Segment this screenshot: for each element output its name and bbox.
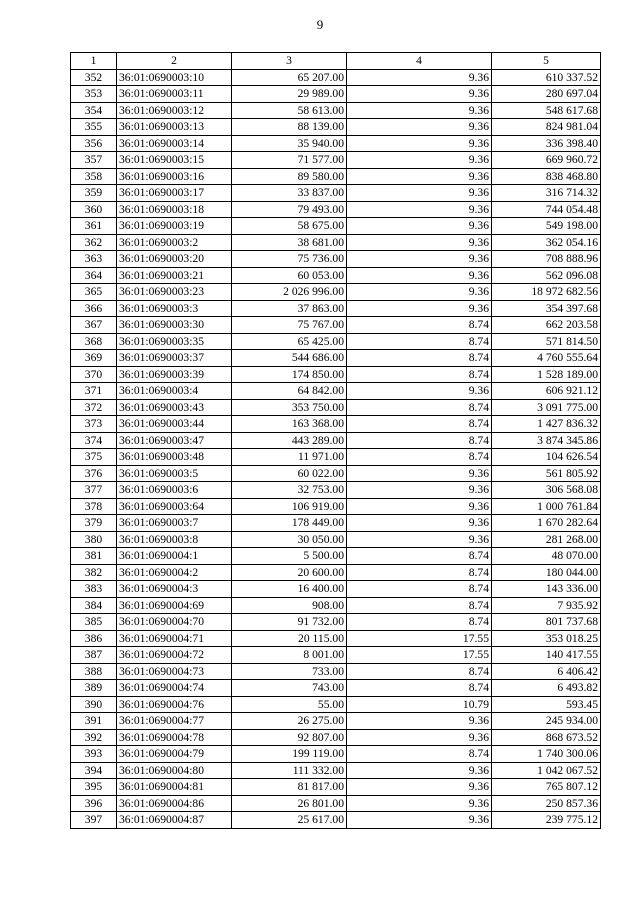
row-number-cell: 369	[71, 350, 117, 367]
area-cell: 733.00	[232, 663, 347, 680]
cadastral-number-cell: 36:01:0690003:20	[117, 251, 232, 268]
row-number-cell: 396	[71, 795, 117, 812]
cadastral-number-cell: 36:01:0690003:15	[117, 152, 232, 169]
table-row	[71, 482, 601, 499]
rate-cell: 9.36	[347, 284, 492, 301]
table-row	[71, 350, 601, 367]
area-cell: 106 919.00	[232, 498, 347, 515]
total-cell: 245 934.00	[492, 713, 601, 730]
cadastral-number-cell: 36:01:0690004:80	[117, 762, 232, 779]
cadastral-number-cell: 36:01:0690003:2	[117, 234, 232, 251]
cadastral-number-cell: 36:01:0690003:5	[117, 465, 232, 482]
area-cell: 20 600.00	[232, 564, 347, 581]
cadastral-number-cell: 36:01:0690003:4	[117, 383, 232, 400]
total-cell: 280 697.04	[492, 86, 601, 103]
area-cell: 163 368.00	[232, 416, 347, 433]
area-cell: 33 837.00	[232, 185, 347, 202]
rate-cell: 8.74	[347, 350, 492, 367]
row-number-cell: 357	[71, 152, 117, 169]
total-cell: 1 427 836.32	[492, 416, 601, 433]
rate-cell: 8.74	[347, 663, 492, 680]
rate-cell: 8.74	[347, 416, 492, 433]
rate-cell: 17.55	[347, 647, 492, 664]
area-cell: 174 850.00	[232, 366, 347, 383]
table-row	[71, 531, 601, 548]
total-cell: 765 807.12	[492, 779, 601, 796]
table-row	[71, 300, 601, 317]
table-row	[71, 647, 601, 664]
rate-cell: 8.74	[347, 548, 492, 565]
table-row	[71, 812, 601, 829]
rate-cell: 9.36	[347, 498, 492, 515]
cadastral-number-cell: 36:01:0690004:74	[117, 680, 232, 697]
area-cell: 91 732.00	[232, 614, 347, 631]
table-row	[71, 713, 601, 730]
table-row	[71, 696, 601, 713]
total-cell: 354 397.68	[492, 300, 601, 317]
table-row	[71, 119, 601, 136]
row-number-cell: 374	[71, 432, 117, 449]
row-number-cell: 362	[71, 234, 117, 251]
area-cell: 75 736.00	[232, 251, 347, 268]
column-header-4: 4	[347, 53, 492, 70]
area-cell: 544 686.00	[232, 350, 347, 367]
area-cell: 5 500.00	[232, 548, 347, 565]
area-cell: 11 971.00	[232, 449, 347, 466]
area-cell: 75 767.00	[232, 317, 347, 334]
total-cell: 48 070.00	[492, 548, 601, 565]
row-number-cell: 375	[71, 449, 117, 466]
column-header-5: 5	[492, 53, 601, 70]
area-cell: 65 207.00	[232, 69, 347, 86]
cadastral-number-cell: 36:01:0690004:2	[117, 564, 232, 581]
cadastral-number-cell: 36:01:0690004:71	[117, 630, 232, 647]
cadastral-number-cell: 36:01:0690003:30	[117, 317, 232, 334]
total-cell: 306 568.08	[492, 482, 601, 499]
row-number-cell: 366	[71, 300, 117, 317]
table-row	[71, 630, 601, 647]
table-row	[71, 779, 601, 796]
cadastral-number-cell: 36:01:0690003:35	[117, 333, 232, 350]
row-number-cell: 352	[71, 69, 117, 86]
row-number-cell: 364	[71, 267, 117, 284]
row-number-cell: 367	[71, 317, 117, 334]
area-cell: 178 449.00	[232, 515, 347, 532]
rate-cell: 9.36	[347, 779, 492, 796]
rate-cell: 8.74	[347, 746, 492, 763]
row-number-cell: 370	[71, 366, 117, 383]
total-cell: 6 406.42	[492, 663, 601, 680]
total-cell: 1 670 282.64	[492, 515, 601, 532]
cadastral-number-cell: 36:01:0690004:69	[117, 597, 232, 614]
total-cell: 104 626.54	[492, 449, 601, 466]
cadastral-number-cell: 36:01:0690004:76	[117, 696, 232, 713]
total-cell: 1 000 761.84	[492, 498, 601, 515]
rate-cell: 9.36	[347, 234, 492, 251]
area-cell: 25 617.00	[232, 812, 347, 829]
rate-cell: 9.36	[347, 812, 492, 829]
table-row	[71, 432, 601, 449]
row-number-cell: 379	[71, 515, 117, 532]
cadastral-number-cell: 36:01:0690003:17	[117, 185, 232, 202]
total-cell: 868 673.52	[492, 729, 601, 746]
table-row	[71, 201, 601, 218]
area-cell: 92 807.00	[232, 729, 347, 746]
row-number-cell: 373	[71, 416, 117, 433]
rate-cell: 9.36	[347, 201, 492, 218]
row-number-cell: 384	[71, 597, 117, 614]
area-cell: 81 817.00	[232, 779, 347, 796]
row-number-cell: 356	[71, 135, 117, 152]
cadastral-number-cell: 36:01:0690003:12	[117, 102, 232, 119]
row-number-cell: 353	[71, 86, 117, 103]
area-cell: 88 139.00	[232, 119, 347, 136]
cadastral-number-cell: 36:01:0690003:37	[117, 350, 232, 367]
total-cell: 824 981.04	[492, 119, 601, 136]
column-header-1: 1	[71, 53, 117, 70]
total-cell: 549 198.00	[492, 218, 601, 235]
table-row	[71, 680, 601, 697]
total-cell: 140 417.55	[492, 647, 601, 664]
row-number-cell: 359	[71, 185, 117, 202]
total-cell: 353 018.25	[492, 630, 601, 647]
rate-cell: 9.36	[347, 218, 492, 235]
total-cell: 3 091 775.00	[492, 399, 601, 416]
cadastral-number-cell: 36:01:0690003:18	[117, 201, 232, 218]
rate-cell: 9.36	[347, 531, 492, 548]
total-cell: 4 760 555.64	[492, 350, 601, 367]
row-number-cell: 395	[71, 779, 117, 796]
cadastral-number-cell: 36:01:0690004:86	[117, 795, 232, 812]
cadastral-number-cell: 36:01:0690003:48	[117, 449, 232, 466]
total-cell: 281 268.00	[492, 531, 601, 548]
cadastral-number-cell: 36:01:0690003:8	[117, 531, 232, 548]
table-row	[71, 69, 601, 86]
total-cell: 838 468.80	[492, 168, 601, 185]
cadastral-number-cell: 36:01:0690003:43	[117, 399, 232, 416]
rate-cell: 9.36	[347, 69, 492, 86]
row-number-cell: 392	[71, 729, 117, 746]
rate-cell: 9.36	[347, 251, 492, 268]
table-row	[71, 366, 601, 383]
table-row	[71, 729, 601, 746]
table-row	[71, 102, 601, 119]
table-row	[71, 498, 601, 515]
total-cell: 708 888.96	[492, 251, 601, 268]
table-row	[71, 284, 601, 301]
row-number-cell: 363	[71, 251, 117, 268]
table-row	[71, 251, 601, 268]
area-cell: 89 580.00	[232, 168, 347, 185]
total-cell: 571 814.50	[492, 333, 601, 350]
total-cell: 606 921.12	[492, 383, 601, 400]
area-cell: 353 750.00	[232, 399, 347, 416]
row-number-cell: 388	[71, 663, 117, 680]
rate-cell: 9.36	[347, 267, 492, 284]
area-cell: 30 050.00	[232, 531, 347, 548]
cadastral-number-cell: 36:01:0690004:78	[117, 729, 232, 746]
total-cell: 3 874 345.86	[492, 432, 601, 449]
total-cell: 18 972 682.56	[492, 284, 601, 301]
row-number-cell: 389	[71, 680, 117, 697]
total-cell: 669 960.72	[492, 152, 601, 169]
area-cell: 26 801.00	[232, 795, 347, 812]
cadastral-number-cell: 36:01:0690004:81	[117, 779, 232, 796]
rate-cell: 8.74	[347, 333, 492, 350]
table-row	[71, 515, 601, 532]
column-header-3: 3	[232, 53, 347, 70]
area-cell: 20 115.00	[232, 630, 347, 647]
cadastral-number-cell: 36:01:0690004:72	[117, 647, 232, 664]
rate-cell: 8.74	[347, 597, 492, 614]
row-number-cell: 393	[71, 746, 117, 763]
cadastral-number-cell: 36:01:0690003:10	[117, 69, 232, 86]
cadastral-number-cell: 36:01:0690004:77	[117, 713, 232, 730]
row-number-cell: 377	[71, 482, 117, 499]
table-row	[71, 762, 601, 779]
area-cell: 35 940.00	[232, 135, 347, 152]
cadastral-number-cell: 36:01:0690003:44	[117, 416, 232, 433]
table-row	[71, 449, 601, 466]
area-cell: 58 675.00	[232, 218, 347, 235]
cadastral-number-cell: 36:01:0690003:21	[117, 267, 232, 284]
row-number-cell: 380	[71, 531, 117, 548]
table-row	[71, 416, 601, 433]
total-cell: 744 054.48	[492, 201, 601, 218]
area-cell: 32 753.00	[232, 482, 347, 499]
cadastral-number-cell: 36:01:0690004:1	[117, 548, 232, 565]
area-cell: 60 022.00	[232, 465, 347, 482]
row-number-cell: 382	[71, 564, 117, 581]
area-cell: 60 053.00	[232, 267, 347, 284]
cadastral-number-cell: 36:01:0690004:79	[117, 746, 232, 763]
rate-cell: 9.36	[347, 762, 492, 779]
cadastral-number-cell: 36:01:0690003:16	[117, 168, 232, 185]
row-number-cell: 378	[71, 498, 117, 515]
row-number-cell: 390	[71, 696, 117, 713]
total-cell: 7 935.92	[492, 597, 601, 614]
total-cell: 801 737.68	[492, 614, 601, 631]
table-row	[71, 234, 601, 251]
cadastral-number-cell: 36:01:0690003:7	[117, 515, 232, 532]
table-header	[71, 53, 601, 70]
table-row	[71, 267, 601, 284]
total-cell: 562 096.08	[492, 267, 601, 284]
area-cell: 26 275.00	[232, 713, 347, 730]
rate-cell: 9.36	[347, 383, 492, 400]
rate-cell: 8.74	[347, 366, 492, 383]
table-row	[71, 333, 601, 350]
table-row	[71, 185, 601, 202]
area-cell: 55.00	[232, 696, 347, 713]
area-cell: 743.00	[232, 680, 347, 697]
area-cell: 29 989.00	[232, 86, 347, 103]
table-row	[71, 168, 601, 185]
area-cell: 908.00	[232, 597, 347, 614]
cadastral-number-cell: 36:01:0690004:3	[117, 581, 232, 598]
cadastral-number-cell: 36:01:0690003:19	[117, 218, 232, 235]
total-cell: 1 740 300.06	[492, 746, 601, 763]
table-body	[71, 69, 601, 828]
area-cell: 2 026 996.00	[232, 284, 347, 301]
area-cell: 16 400.00	[232, 581, 347, 598]
rate-cell: 8.74	[347, 581, 492, 598]
table-row	[71, 614, 601, 631]
rate-cell: 9.36	[347, 168, 492, 185]
table-row	[71, 746, 601, 763]
total-cell: 548 617.68	[492, 102, 601, 119]
area-cell: 71 577.00	[232, 152, 347, 169]
rate-cell: 8.74	[347, 680, 492, 697]
cadastral-number-cell: 36:01:0690003:13	[117, 119, 232, 136]
rate-cell: 8.74	[347, 432, 492, 449]
area-cell: 64 842.00	[232, 383, 347, 400]
rate-cell: 9.36	[347, 86, 492, 103]
row-number-cell: 354	[71, 102, 117, 119]
row-number-cell: 365	[71, 284, 117, 301]
rate-cell: 9.36	[347, 713, 492, 730]
table-row	[71, 663, 601, 680]
rate-cell: 9.36	[347, 515, 492, 532]
cadastral-number-cell: 36:01:0690004:73	[117, 663, 232, 680]
total-cell: 6 493.82	[492, 680, 601, 697]
cadastral-number-cell: 36:01:0690003:11	[117, 86, 232, 103]
area-cell: 443 289.00	[232, 432, 347, 449]
rate-cell: 17.55	[347, 630, 492, 647]
rate-cell: 8.74	[347, 317, 492, 334]
total-cell: 143 336.00	[492, 581, 601, 598]
total-cell: 180 044.00	[492, 564, 601, 581]
rate-cell: 8.74	[347, 564, 492, 581]
area-cell: 38 681.00	[232, 234, 347, 251]
row-number-cell: 372	[71, 399, 117, 416]
rate-cell: 9.36	[347, 729, 492, 746]
row-number-cell: 381	[71, 548, 117, 565]
column-header-2: 2	[117, 53, 232, 70]
table-row	[71, 86, 601, 103]
rate-cell: 9.36	[347, 795, 492, 812]
total-cell: 250 857.36	[492, 795, 601, 812]
total-cell: 316 714.32	[492, 185, 601, 202]
table-row	[71, 795, 601, 812]
row-number-cell: 368	[71, 333, 117, 350]
total-cell: 561 805.92	[492, 465, 601, 482]
page-number: 9	[316, 17, 324, 32]
area-cell: 58 613.00	[232, 102, 347, 119]
row-number-cell: 355	[71, 119, 117, 136]
table-row	[71, 564, 601, 581]
row-number-cell: 385	[71, 614, 117, 631]
table-row	[71, 597, 601, 614]
rate-cell: 9.36	[347, 465, 492, 482]
cadastral-number-cell: 36:01:0690003:23	[117, 284, 232, 301]
table-row	[71, 581, 601, 598]
total-cell: 1 528 189.00	[492, 366, 601, 383]
row-number-cell: 386	[71, 630, 117, 647]
table-row	[71, 152, 601, 169]
cadastral-number-cell: 36:01:0690003:47	[117, 432, 232, 449]
total-cell: 1 042 067.52	[492, 762, 601, 779]
total-cell: 593.45	[492, 696, 601, 713]
area-cell: 79 493.00	[232, 201, 347, 218]
row-number-cell: 394	[71, 762, 117, 779]
total-cell: 662 203.58	[492, 317, 601, 334]
rate-cell: 8.74	[347, 614, 492, 631]
total-cell: 336 398.40	[492, 135, 601, 152]
rate-cell: 8.74	[347, 399, 492, 416]
table-row	[71, 135, 601, 152]
row-number-cell: 397	[71, 812, 117, 829]
table-row	[71, 399, 601, 416]
area-cell: 111 332.00	[232, 762, 347, 779]
area-cell: 37 863.00	[232, 300, 347, 317]
table-row	[71, 317, 601, 334]
table-row	[71, 548, 601, 565]
row-number-cell: 387	[71, 647, 117, 664]
row-number-cell: 358	[71, 168, 117, 185]
rate-cell: 8.74	[347, 449, 492, 466]
table-row	[71, 383, 601, 400]
cadastral-number-cell: 36:01:0690004:70	[117, 614, 232, 631]
row-number-cell: 360	[71, 201, 117, 218]
total-cell: 362 054.16	[492, 234, 601, 251]
area-cell: 65 425.00	[232, 333, 347, 350]
cadastral-number-cell: 36:01:0690003:3	[117, 300, 232, 317]
rate-cell: 9.36	[347, 185, 492, 202]
row-number-cell: 383	[71, 581, 117, 598]
area-cell: 8 001.00	[232, 647, 347, 664]
cadastral-number-cell: 36:01:0690004:87	[117, 812, 232, 829]
rate-cell: 9.36	[347, 300, 492, 317]
total-cell: 610 337.52	[492, 69, 601, 86]
row-number-cell: 361	[71, 218, 117, 235]
rate-cell: 9.36	[347, 119, 492, 136]
rate-cell: 9.36	[347, 135, 492, 152]
total-cell: 239 775.12	[492, 812, 601, 829]
data-table	[70, 52, 601, 829]
rate-cell: 9.36	[347, 482, 492, 499]
rate-cell: 9.36	[347, 152, 492, 169]
row-number-cell: 376	[71, 465, 117, 482]
cadastral-number-cell: 36:01:0690003:39	[117, 366, 232, 383]
table-row	[71, 465, 601, 482]
cadastral-number-cell: 36:01:0690003:14	[117, 135, 232, 152]
cadastral-number-cell: 36:01:0690003:6	[117, 482, 232, 499]
row-number-cell: 371	[71, 383, 117, 400]
table-row	[71, 218, 601, 235]
header-row	[71, 53, 601, 70]
rate-cell: 10.79	[347, 696, 492, 713]
rate-cell: 9.36	[347, 102, 492, 119]
row-number-cell: 391	[71, 713, 117, 730]
area-cell: 199 119.00	[232, 746, 347, 763]
cadastral-number-cell: 36:01:0690003:64	[117, 498, 232, 515]
